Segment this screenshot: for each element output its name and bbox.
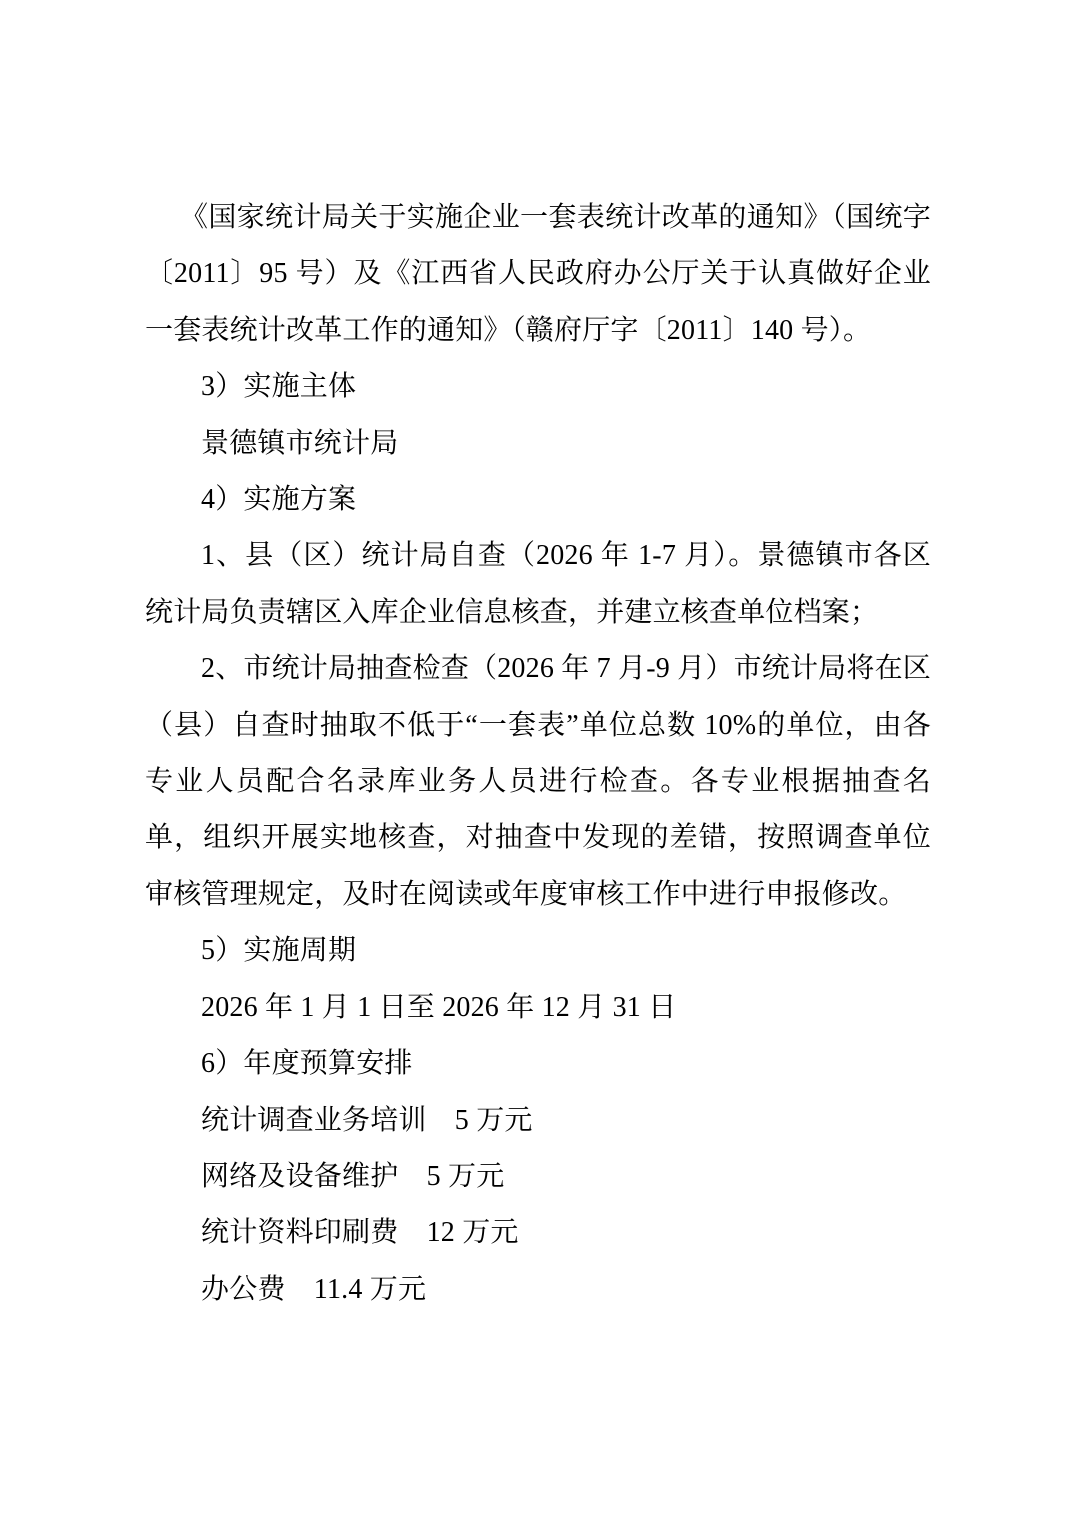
paragraph-plan-item-1: 1、县（区）统计局自查（2026 年 1-7 月）。景德镇市各区统计局负责辖区入库企业信息核查，并建立核查单位档案； bbox=[145, 540, 931, 628]
heading-implementation-plan: 4）实施方案 bbox=[201, 484, 357, 516]
budget-item-network-maintenance: 网络及设备维护 5 万元 bbox=[201, 1160, 505, 1192]
paragraph-plan-item-2: 2、市统计局抽查检查（2026 年 7 月-9 月）市统计局将在区（县）自查时抽取不低于“一套表”单位总数 10%的单位，由各专业人员配合名录库业务人员进行检查。各专业根据抽查名单，组织开展实地核查，对抽查中发现的差错，按照调查单位审核管理规定，及时在阅读或年度审核工作中进行申报修改。 bbox=[145, 653, 931, 910]
heading-implementation-subject: 3）实施主体 bbox=[201, 371, 357, 403]
budget-item-training: 统计调查业务培训 5 万元 bbox=[201, 1104, 533, 1136]
paragraph-subject-name: 景德镇市统计局 bbox=[201, 427, 399, 459]
heading-annual-budget: 6）年度预算安排 bbox=[201, 1048, 413, 1080]
paragraph-basis-documents: 《国家统计局关于实施企业一套表统计改革的通知》（国统字〔2011〕95 号）及《江西省人民政府办公厅关于认真做好企业一套表统计改革工作的通知》（赣府厅字〔2011〕140 号）。 bbox=[145, 202, 931, 346]
budget-item-office-expense: 办公费 11.4 万元 bbox=[201, 1273, 427, 1305]
paragraph-period-dates: 2026 年 1 月 1 日至 2026 年 12 月 31 日 bbox=[201, 991, 677, 1023]
budget-item-printing: 统计资料印刷费 12 万元 bbox=[201, 1217, 519, 1249]
heading-implementation-period: 5）实施周期 bbox=[201, 935, 357, 967]
document-body bbox=[145, 190, 931, 1318]
